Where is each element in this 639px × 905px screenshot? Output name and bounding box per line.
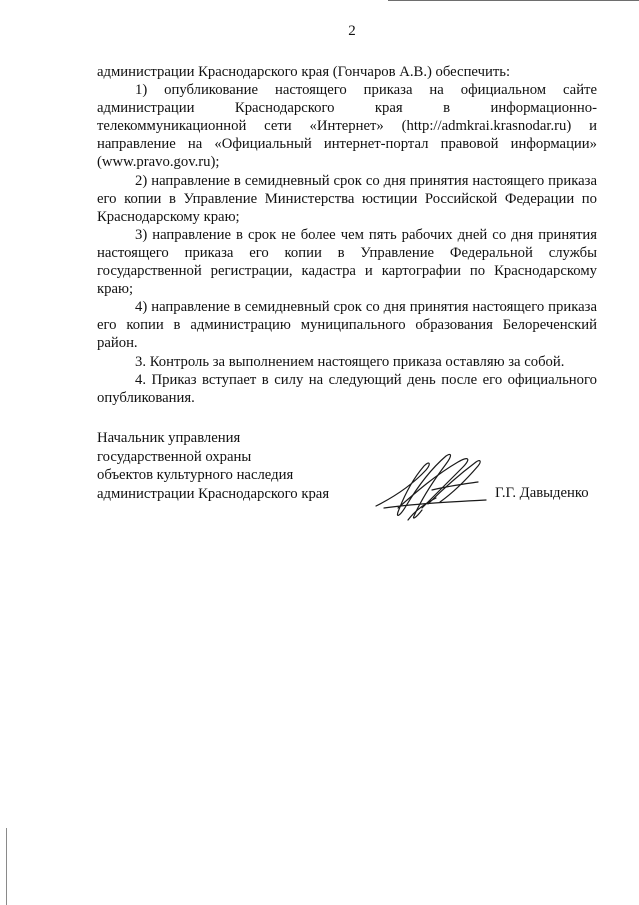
item-1-paragraph: 1) опубликование настоящего приказа на официальном сайте администрации Краснодарского края в информационно-телекоммуникационной сети «Интернет» (http://admkrai.krasnodar.ru) и направление на «Официальный интернет-портал правовой информации» (www.pravo.gov.ru); [97, 82, 597, 171]
document-body [97, 63, 597, 407]
clause-3-paragraph: 3. Контроль за выполнением настоящего приказа оставляю за собой. [135, 353, 565, 370]
clause-4-paragraph: 4. Приказ вступает в силу на следующий день после его официального опубликования. [97, 371, 597, 406]
signer-title-line: Начальник управления [97, 430, 241, 446]
item-4-paragraph: 4) направление в семидневный срок со дня принятия настоящего приказа его копии в администрацию муниципального образования Белореченский район. [97, 299, 597, 352]
signer-title-block [97, 429, 357, 503]
signer-title-line: государственной охраны [97, 448, 252, 465]
item-3-paragraph: 3) направление в срок не более чем пять рабочих дней со дня принятия настоящего приказа его копии в Управление Федеральной службы государственной регистрации, кадастра и картографии по Краснодарскому краю; [97, 226, 597, 298]
signer-title-line: администрации Краснодарского края [97, 485, 330, 502]
item-2-paragraph: 2) направление в семидневный срок со дня принятия настоящего приказа его копии в Управление Министерства юстиции Российской Федерации по Краснодарскому краю; [97, 172, 597, 225]
left-edge-mark [6, 828, 7, 905]
page-number: 2 [348, 23, 356, 39]
signer-name: Г.Г. Давыденко [495, 485, 589, 501]
handwritten-signature-icon [368, 446, 492, 526]
intro-paragraph: администрации Краснодарского края (Гончаров А.В.) обеспечить: [97, 64, 511, 80]
top-edge-rule [388, 0, 639, 1]
signer-title-line: объектов культурного наследия [97, 467, 294, 483]
